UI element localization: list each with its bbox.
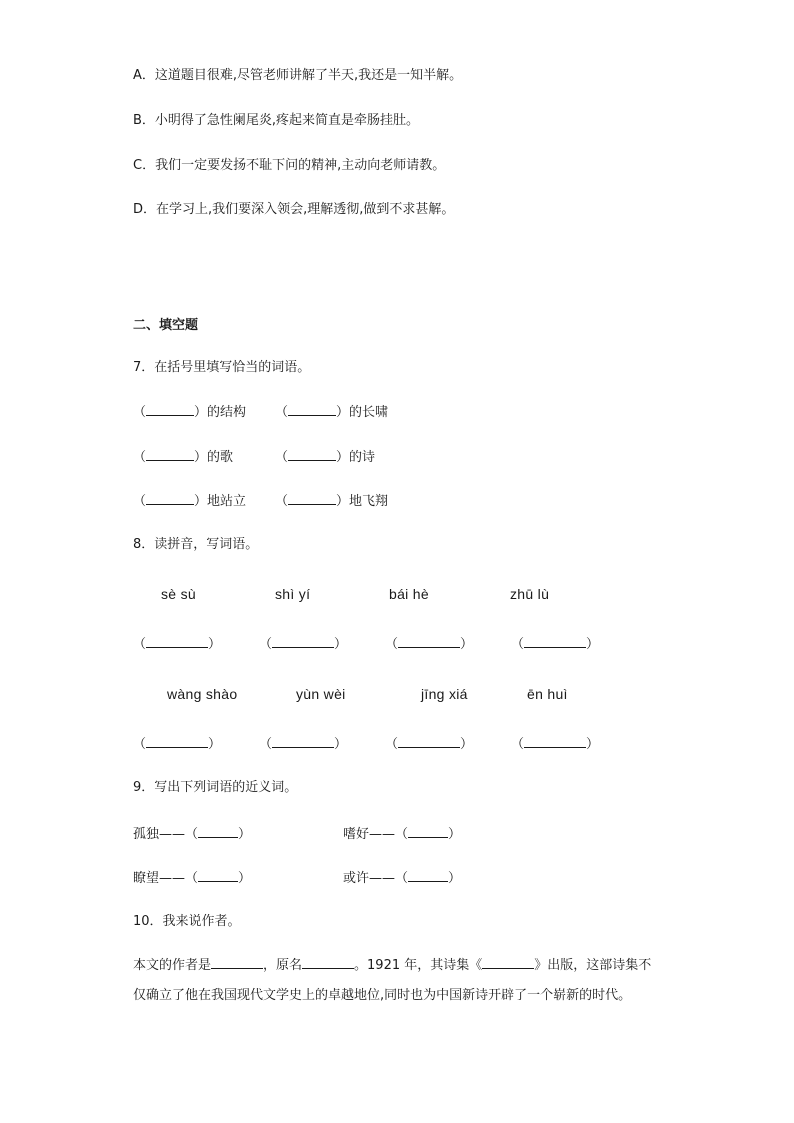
pinyin-label: wàng shào — [167, 686, 238, 702]
answer-blank[interactable] — [198, 825, 238, 838]
option-b: B．小明得了急性阑尾炎,疼起来简直是牵肠挂肚。 — [133, 113, 420, 128]
answer-blank[interactable] — [146, 403, 194, 416]
answer-blank[interactable] — [398, 735, 460, 748]
fill-blank-item: （ ）地飞翔 — [275, 494, 389, 509]
answer-blank[interactable] — [146, 735, 208, 748]
answer-blank[interactable] — [482, 956, 534, 969]
answer-blank[interactable] — [198, 869, 238, 882]
question-10-prompt: 10．我来说作者。 — [133, 914, 241, 929]
answer-blank[interactable] — [408, 825, 448, 838]
pinyin-label: yùn wèi — [296, 686, 346, 702]
answer-blank[interactable] — [524, 635, 586, 648]
answer-blank[interactable] — [272, 635, 334, 648]
answer-blank[interactable] — [146, 635, 208, 648]
pinyin-answer: （ ） — [133, 637, 222, 652]
pinyin-answer: （ ） — [511, 737, 600, 752]
answer-blank[interactable] — [398, 635, 460, 648]
synonym-item: 或许——（ ） — [343, 871, 462, 886]
fill-blank-item: （ ）地站立 — [133, 494, 247, 509]
answer-blank[interactable] — [288, 492, 336, 505]
pinyin-answer: （ ） — [385, 637, 474, 652]
synonym-item: 孤独——（ ） — [133, 827, 252, 842]
fill-blank-item: （ ）的长啸 — [275, 405, 389, 420]
synonym-item: 嗜好——（ ） — [343, 827, 462, 842]
answer-blank[interactable] — [408, 869, 448, 882]
pinyin-label: shì yí — [275, 586, 311, 602]
pinyin-label: jīng xiá — [421, 686, 468, 702]
answer-blank[interactable] — [146, 492, 194, 505]
answer-blank[interactable] — [146, 448, 194, 461]
pinyin-label: sè sù — [161, 586, 196, 602]
answer-blank[interactable] — [288, 403, 336, 416]
synonym-item: 瞭望——（ ） — [133, 871, 252, 886]
option-d: D．在学习上,我们要深入领会,理解透彻,做到不求甚解。 — [133, 202, 455, 217]
pinyin-answer: （ ） — [259, 737, 348, 752]
pinyin-label: zhū lù — [510, 586, 550, 602]
question-7-prompt: 7．在括号里填写恰当的词语。 — [133, 360, 311, 375]
pinyin-answer: （ ） — [385, 737, 474, 752]
question-8-prompt: 8．读拼音，写词语。 — [133, 537, 259, 552]
option-c: C．我们一定要发扬不耻下问的精神,主动向老师请教。 — [133, 158, 446, 173]
fill-blank-item: （ ）的诗 — [275, 450, 376, 465]
pinyin-answer: （ ） — [133, 737, 222, 752]
pinyin-answer: （ ） — [511, 637, 600, 652]
pinyin-label: bái hè — [389, 586, 429, 602]
answer-blank[interactable] — [524, 735, 586, 748]
section-title: 二、填空题 — [133, 318, 199, 333]
fill-blank-item: （ ）的结构 — [133, 405, 247, 420]
author-paragraph: 本文的作者是 ，原名 。1921 年，其诗集《 》出版，这部诗集不仅确立了他在我国现代文学史上的卓越地位,同时也为中国新诗开辟了一个崭新的时代。 — [133, 958, 652, 1003]
answer-blank[interactable] — [288, 448, 336, 461]
answer-blank[interactable] — [272, 735, 334, 748]
answer-blank[interactable] — [302, 956, 354, 969]
fill-blank-item: （ ）的歌 — [133, 450, 234, 465]
option-a: A．这道题目很难,尽管老师讲解了半天,我还是一知半解。 — [133, 68, 463, 83]
pinyin-label: ēn huì — [527, 686, 568, 702]
pinyin-answer: （ ） — [259, 637, 348, 652]
answer-blank[interactable] — [211, 956, 263, 969]
question-9-prompt: 9．写出下列词语的近义词。 — [133, 780, 298, 795]
